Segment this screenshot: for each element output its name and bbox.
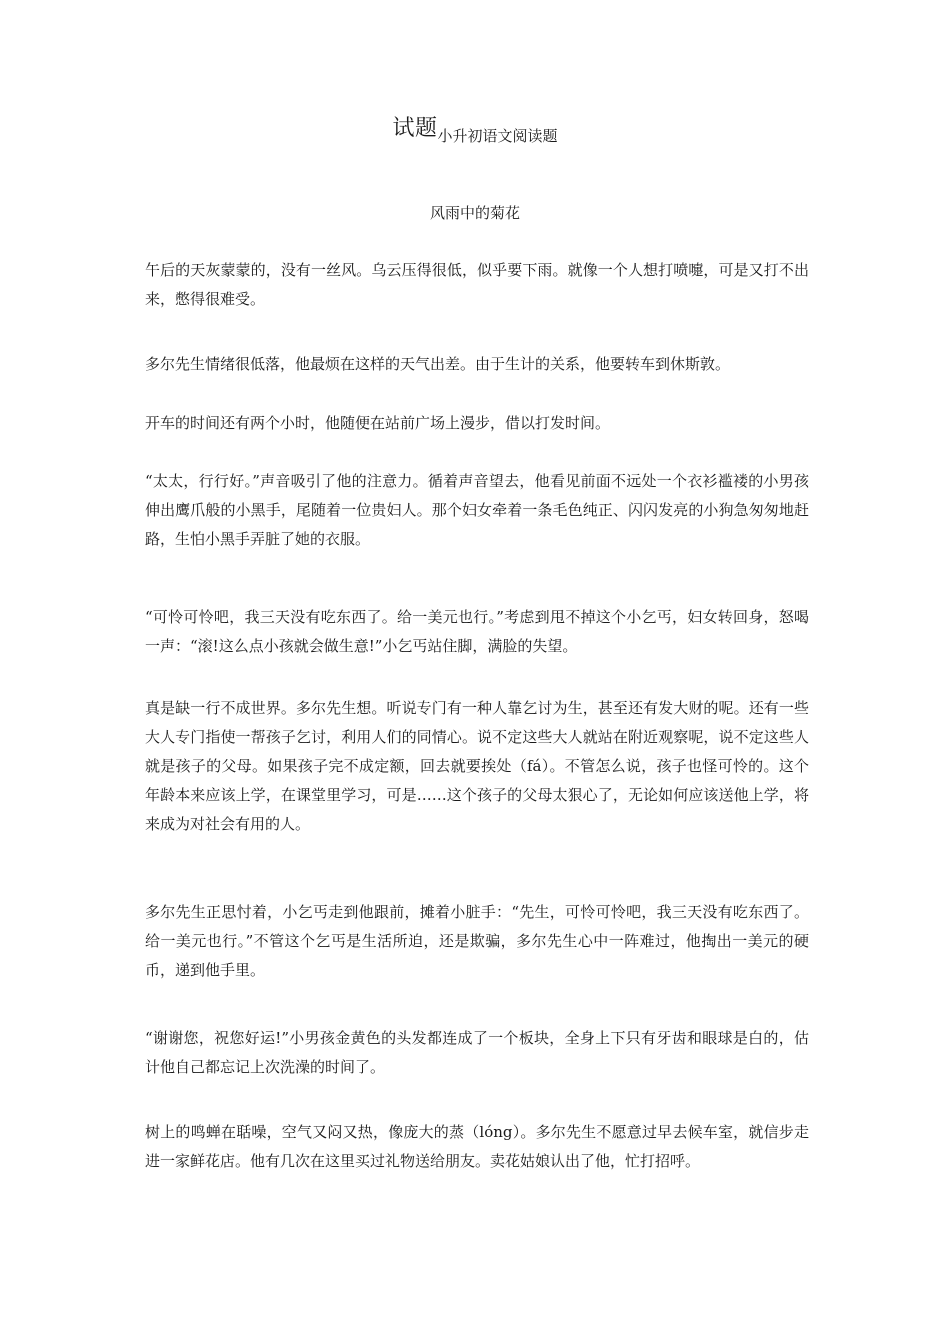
document-title bbox=[0, 116, 950, 145]
paragraph-6: 真是缺一行不成世界。多尔先生想。听说专门有一种人靠乞讨为生，甚至还有发大财的呢。还有一些大人专门指使一帮孩子乞讨，利用人们的同情心。说不定这些大人就站在附近观察呢，说不定这些人就是孩子的父母。如果孩子完不成定额，回去就要挨处（fá）。不管怎么说，孩子也怪可怜的。这个年龄本来应该上学，在课堂里学习，可是……这个孩子的父母太狠心了，无论如何应该送他上学，将来成为对社会有用的人。 bbox=[145, 699, 809, 833]
paragraph-3: 开车的时间还有两个小时，他随便在站前广场上漫步，借以打发时间。 bbox=[145, 414, 611, 432]
article-title: 风雨中的菊花 bbox=[429, 204, 520, 222]
paragraph-8: “谢谢您，祝您好运!”小男孩金黄色的头发都连成了一个板块，全身上下只有牙齿和眼球是白的，估计他自己都忘记上次洗澡的时间了。 bbox=[145, 1029, 809, 1076]
paragraph-1: 午后的天灰蒙蒙的，没有一丝风。乌云压得很低，似乎要下雨。就像一个人想打喷嚏，可是又打不出来，憋得很难受。 bbox=[145, 261, 809, 308]
title-main: 试题 bbox=[392, 116, 438, 141]
paragraph-2: 多尔先生情绪很低落，他最烦在这样的天气出差。由于生计的关系，他要转车到休斯敦。 bbox=[145, 355, 731, 373]
paragraph-4: “太太，行行好。”声音吸引了他的注意力。循着声音望去，他看见前面不远处一个衣衫褴褛的小男孩伸出鹰爪般的小黑手，尾随着一位贵妇人。那个妇女牵着一条毛色纯正、闪闪发亮的小狗急匆匆地赶路，生怕小黑手弄脏了她的衣服。 bbox=[145, 472, 809, 548]
paragraph-7: 多尔先生正思忖着，小乞丐走到他跟前，摊着小脏手：“先生，可怜可怜吧，我三天没有吃东西了。给一美元也行。”不管这个乞丐是生活所迫，还是欺骗，多尔先生心中一阵难过，他掏出一美元的硬币，递到他手里。 bbox=[145, 903, 809, 979]
paragraph-5: “可怜可怜吧，我三天没有吃东西了。给一美元也行。”考虑到甩不掉这个小乞丐，妇女转回身，怒喝一声：“滚!这么点小孩就会做生意!”小乞丐站住脚，满脸的失望。 bbox=[145, 608, 809, 655]
title-subtitle: 小升初语文阅读题 bbox=[437, 127, 558, 145]
paragraph-9: 树上的鸣蝉在聒噪，空气又闷又热，像庞大的蒸（lóng）。多尔先生不愿意过早去候车室，就信步走进一家鲜花店。他有几次在这里买过礼物送给朋友。卖花姑娘认出了他，忙打招呼。 bbox=[145, 1123, 809, 1170]
